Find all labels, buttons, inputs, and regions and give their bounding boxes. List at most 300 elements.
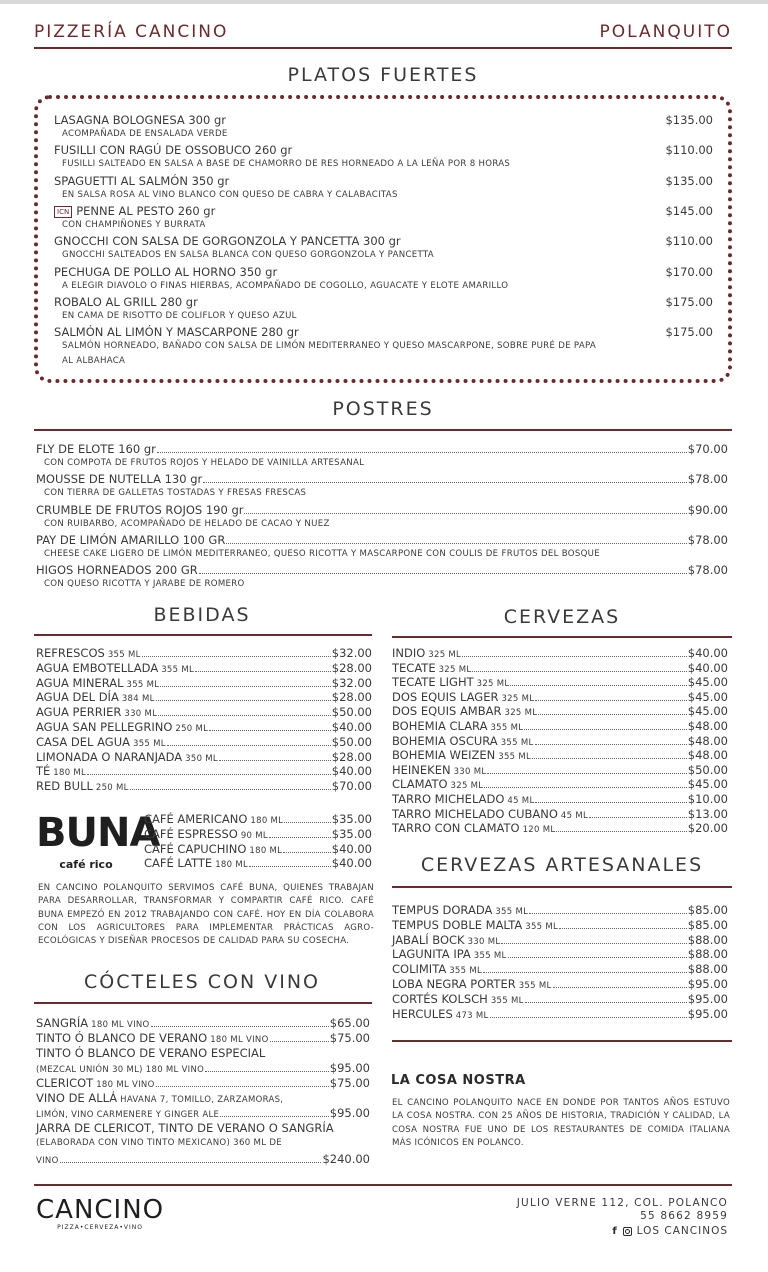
dish-price: $135.00	[665, 113, 713, 127]
beer-row	[392, 821, 728, 835]
dessert-description: CON COMPOTA DE FRUTOS ROJOS Y HELADO DE VAINILLA ARTESANAL	[44, 458, 365, 468]
beer-row-name	[392, 646, 461, 660]
beer-row	[392, 734, 728, 748]
craft-beer-row	[392, 903, 728, 917]
dot-leader	[219, 760, 331, 761]
beer-row-label: DOS EQUIS AMBAR	[392, 704, 502, 719]
dish-description: AL ALBAHACA	[62, 356, 126, 367]
drink-row-price: $32.00	[331, 646, 372, 660]
drink-row-label: AGUA SAN PELLEGRINO	[36, 720, 173, 734]
craft-beer-row-price: $85.00	[687, 903, 728, 917]
beer-row-price: $48.00	[687, 748, 728, 763]
dessert-row	[36, 533, 728, 547]
dish-description: A ELEGIR DIAVOLO O FINAS HIERBAS, ACOMPAÑADO DE COGOLLO, AGUACATE Y ELOTE AMARILLO	[62, 280, 509, 291]
beer-row-size: 325 ML	[425, 650, 462, 660]
drink-row-label: TÉ	[36, 764, 51, 779]
craft-beer-row	[392, 947, 728, 961]
drink-row-price: $40.00	[331, 720, 372, 734]
drink-row	[36, 764, 372, 778]
craft-beer-row-label: TEMPUS DOBLE MALTA	[392, 917, 523, 932]
dessert-price: $78.00	[687, 563, 728, 578]
drink-row-price: $50.00	[331, 705, 372, 720]
dot-leader	[156, 1086, 329, 1087]
cervezas-title: CERVEZAS	[503, 606, 621, 628]
coffee-row	[144, 856, 372, 870]
beer-row-size: 325 ML	[447, 781, 484, 792]
dish-description: ACOMPAÑADA DE ENSALADA VERDE	[62, 129, 228, 139]
drink-row-name	[36, 735, 166, 749]
dish-price: $110.00	[665, 143, 713, 158]
social-handle[interactable]: LOS CANCINOS	[636, 1225, 728, 1237]
dish-price: $110.00	[665, 234, 713, 249]
craft-beer-row-price: $95.00	[687, 977, 728, 991]
buna-description: EN CANCINO POLANQUITO SERVIMOS CAFÉ BUNA, QUIENES TRABAJAN PARA DESARROLLAR, TRANSFORMAR Y COMPARTIR CAFÉ RICO. CAFÉ BUNA EMPEZÓ EN 2012 TRABAJANDO CON CAFÉ. HOY EN DÍA COLABORA CON LOS AGRICULTORES PARA IMPLEMENTAR PRÁCTICAS AGRO-ECOLÓGICAS Y DISEÑAR PROCESOS DE CALIDAD PARA SU COSECHA.	[38, 883, 374, 947]
beer-row-size: 325 ML	[435, 664, 472, 675]
beer-row-price: $10.00	[687, 792, 728, 806]
cocktail-detail: LIMÓN, VINO CARMENERE Y GINGER ALE	[36, 1110, 220, 1120]
cocktail-price: $65.00	[329, 1016, 370, 1030]
craft-beer-row	[392, 933, 728, 947]
cocktail-row	[36, 1031, 370, 1045]
coffee-row-name	[144, 842, 282, 856]
cocktail-name: VINO DE ALLÁ	[36, 1091, 118, 1105]
craft-beer-row-name	[392, 1007, 489, 1021]
beer-row-price: $48.00	[687, 719, 728, 733]
craft-beer-row-label: HERCULES	[392, 1006, 453, 1021]
cocteles-divider	[34, 1002, 372, 1004]
beer-row-name	[392, 763, 486, 777]
bebidas-divider	[34, 634, 372, 636]
drink-row-size: 250 ML	[172, 724, 209, 734]
dish-name	[54, 143, 292, 157]
beer-row-size: 120 ML	[519, 825, 556, 836]
beer-row-size: 355 ML	[497, 737, 534, 748]
dot-leader	[199, 573, 687, 574]
drink-row-size: 355 ML	[129, 738, 166, 749]
craft-beer-row-name	[392, 992, 524, 1006]
dish-description: FUSILLI SALTEADO EN SALSA A BASE DE CHAMORRO DE RES HORNEADO A LA LEÑA POR 8 HORAS	[62, 159, 511, 170]
craft-beer-row-size: 473 ML	[452, 1010, 489, 1021]
beer-row-price: $45.00	[687, 675, 728, 690]
craft-beer-row-label: JABALÍ BOCK	[392, 932, 465, 947]
dish-name-text: SALMÓN AL LIMÓN Y MASCARPONE 280 gr	[54, 325, 299, 340]
drink-row-label: LIMONADA O NARANJADA	[36, 749, 183, 764]
dish-name-text: GNOCCHI CON SALSA DE GORGONZOLA Y PANCETTA 300 gr	[54, 234, 401, 249]
craft-beer-row-size: 355 ML	[446, 966, 483, 977]
drink-row-price: $28.00	[331, 690, 372, 705]
dot-leader	[462, 656, 687, 657]
cocktail-label	[36, 1091, 283, 1105]
drink-row-name	[36, 705, 157, 719]
craft-beer-row-size: 355 ML	[470, 951, 507, 962]
postres-divider	[34, 429, 732, 431]
dessert-description: CON QUESO RICOTTA Y JARABE DE ROMERO	[44, 579, 245, 590]
coffee-row-name	[144, 812, 283, 826]
drink-row	[36, 750, 372, 764]
dish-name-text: PECHUGA DE POLLO AL HORNO 350 gr	[54, 264, 278, 279]
dessert-row	[36, 563, 728, 577]
craft-beer-row-label: CORTÉS KOLSCH	[392, 991, 488, 1006]
drink-row-name	[36, 690, 155, 704]
dish-price: $135.00	[665, 173, 713, 188]
craft-beer-row	[392, 992, 728, 1006]
cocktail-name: SANGRÍA	[36, 1016, 89, 1030]
craft-beer-row-name	[392, 903, 528, 917]
drink-row-name	[36, 676, 159, 690]
dot-leader	[553, 987, 687, 988]
cocktail-size: 180 ML VINO	[207, 1035, 269, 1045]
dessert-price: $90.00	[687, 502, 728, 517]
coffee-row-size: 180 ML	[212, 860, 249, 871]
dot-leader	[472, 671, 686, 672]
dish-description: CON CHAMPIÑONES Y BURRATA	[62, 219, 206, 230]
branch-name: POLANQUITO	[599, 22, 732, 42]
bebidas-title: BEBIDAS	[153, 604, 251, 626]
cocktail-row	[36, 1061, 370, 1075]
dot-leader	[284, 822, 331, 823]
coffee-row-size: 180 ML	[246, 845, 283, 856]
dish-price: $175.00	[665, 325, 713, 340]
dot-leader	[87, 774, 331, 775]
drink-row-price: $70.00	[331, 779, 372, 794]
cocktail-price: $75.00	[329, 1076, 370, 1090]
dessert-name: FLY DE ELOTE 160 gr	[36, 442, 156, 456]
beer-row-label: TECATE LIGHT	[392, 675, 474, 690]
drink-row-size: 350 ML	[182, 753, 218, 764]
beer-row-size: 325 ML	[473, 679, 510, 690]
drink-row-size: 355 ML	[123, 679, 160, 690]
drink-row	[36, 676, 372, 690]
beer-row-price: $45.00	[687, 704, 728, 719]
coffee-row-price: $35.00	[331, 826, 372, 841]
drink-row-name	[36, 764, 86, 778]
drink-row-size: 384 ML	[118, 694, 155, 705]
drink-row	[36, 661, 372, 675]
drink-row-size: 355 ML	[104, 650, 141, 660]
drink-row-price: $28.00	[331, 660, 372, 675]
cancino-logo	[36, 1196, 164, 1231]
beer-row	[392, 807, 728, 821]
cocktail-label	[36, 1016, 150, 1030]
dish-name	[54, 234, 401, 248]
beer-row	[392, 748, 728, 762]
dot-leader	[158, 715, 331, 716]
cocktail-row	[36, 1016, 370, 1030]
craft-beer-row-name	[392, 947, 507, 961]
artesanales-divider	[392, 886, 732, 888]
dessert-name: HIGOS HORNEADOS 200 GR	[36, 563, 198, 578]
craft-beer-row-price: $85.00	[687, 917, 728, 932]
instagram-icon[interactable]	[623, 1227, 632, 1236]
dot-leader	[195, 671, 331, 672]
craft-beer-row-price: $88.00	[687, 962, 728, 977]
dish-price: $170.00	[665, 264, 713, 279]
drink-row-price: $50.00	[331, 734, 372, 749]
craft-beer-row	[392, 1007, 728, 1021]
craft-beer-row	[392, 962, 728, 976]
beer-row	[392, 719, 728, 733]
dish-price: $145.00	[665, 203, 713, 218]
dot-leader	[556, 831, 686, 832]
dot-leader	[529, 913, 687, 914]
craft-beer-row	[392, 918, 728, 932]
cervezas-divider	[392, 636, 732, 638]
cocktail-label	[36, 1061, 204, 1075]
dot-leader	[484, 787, 686, 788]
beer-row-size: 45 ML	[557, 810, 588, 821]
dot-leader	[156, 700, 331, 701]
dish-name	[54, 204, 215, 218]
cocktail-name: TINTO Ó BLANCO DE VERANO ESPECIAL	[36, 1046, 266, 1060]
dessert-row	[36, 472, 728, 486]
beer-row-label: DOS EQUIS LAGER	[392, 689, 499, 704]
cocktail-label	[36, 1106, 219, 1120]
beer-row	[392, 792, 728, 806]
dot-leader	[157, 452, 687, 453]
cosa-description: EL CANCINO POLANQUITO NACE EN DONDE POR TANTOS AÑOS ESTUVO LA COSA NOSTRA. CON 25 AÑOS DE HISTORIA, TRADICIÓN Y CALIDAD, LA COSA NOSTRA FUE UNO DE LOS RESTAURANTES DE COMIDA ITALIANA MÁS ICÓNICOS EN POLANCO.	[392, 1098, 730, 1148]
drink-row-name	[36, 720, 208, 734]
coffee-row-label: CAFÉ CAPUCHINO	[144, 841, 247, 856]
dish-description: GNOCCHI SALTEADOS EN SALSA BLANCA CON QUESO GORGONZOLA Y PANCETTA	[62, 250, 434, 261]
beer-row-name	[392, 777, 483, 791]
beer-row-price: $13.00	[687, 806, 728, 821]
cocktail-detail: (ELABORADA CON VINO TINTO MEXICANO) 360 ML DE	[36, 1138, 282, 1148]
dot-leader	[559, 928, 687, 929]
craft-beer-row-name	[392, 918, 558, 932]
dot-leader	[209, 730, 331, 731]
cocktail-size: 180 ML VINO	[93, 1080, 155, 1090]
dot-leader	[151, 1026, 329, 1027]
beer-row-label: CLAMATO	[392, 777, 448, 792]
brand-name: PIZZERÍA CANCINO	[34, 22, 229, 42]
craft-beer-row-label: TEMPUS DORADA	[392, 903, 493, 917]
cocktail-row	[36, 1091, 370, 1105]
platos-title: PLATOS FUERTES	[287, 64, 479, 86]
address: JULIO VERNE 112, COL. POLANCO	[516, 1197, 728, 1209]
cocktail-label	[36, 1031, 269, 1045]
craft-beer-row-name	[392, 933, 500, 947]
beer-row-size: 45 ML	[504, 796, 535, 806]
craft-beer-row-price: $95.00	[687, 1006, 728, 1021]
dish-name-text: FUSILLI CON RAGÚ DE OSSOBUCO 260 gr	[54, 143, 293, 158]
cocktail-detail: VINO	[36, 1156, 59, 1166]
beer-row-name	[392, 690, 534, 704]
dish-name	[54, 295, 198, 309]
cocktail-label	[36, 1076, 155, 1090]
beer-row-price: $45.00	[687, 777, 728, 792]
dot-leader	[535, 802, 686, 803]
beer-row-price: $40.00	[687, 646, 728, 660]
beer-row-size: 355 ML	[495, 752, 532, 763]
footer-divider	[34, 1184, 732, 1186]
cosa-divider	[392, 1040, 732, 1042]
beer-row-label: INDIO	[392, 646, 426, 660]
postres-title: POSTRES	[332, 398, 434, 420]
dot-leader	[60, 1162, 322, 1163]
drink-row	[36, 720, 372, 734]
beer-row-size: 325 ML	[501, 708, 538, 719]
coffee-row-price: $35.00	[331, 812, 372, 826]
beer-row-price: $20.00	[687, 821, 728, 836]
dish-name-text: SPAGUETTI AL SALMÓN 350 gr	[54, 173, 230, 188]
dot-leader	[589, 817, 687, 818]
dessert-name: CRUMBLE DE FRUTOS ROJOS 190 gr	[36, 502, 244, 517]
drink-row-label: RED BULL	[36, 779, 93, 794]
dish-description: EN CAMA DE RISOTTO DE COLIFLOR Y QUESO AZUL	[62, 310, 297, 321]
drink-row-name	[36, 750, 218, 764]
beer-row-label: HEINEKEN	[392, 762, 451, 777]
coffee-row-price: $40.00	[331, 841, 372, 856]
beer-row-name	[392, 719, 523, 733]
dot-leader	[205, 1071, 329, 1072]
cocktail-name: CLERICOT	[36, 1076, 94, 1090]
coffee-row-size: 90 ML	[237, 830, 268, 841]
cancino-logo-text: CANCINO	[36, 1195, 165, 1225]
dessert-description: CHEESE CAKE LIGERO DE LIMÓN MEDITERRANEO, QUESO RICOTTA Y MASCARPONE CON COULIS DE FRUTOS DEL BOSQUE	[44, 548, 600, 559]
craft-beer-row-label: LAGUNITA IPA	[392, 947, 471, 962]
beer-row-size: 355 ML	[487, 723, 524, 733]
drink-row-name	[36, 661, 194, 675]
dessert-price: $70.00	[687, 442, 728, 456]
coffee-row	[144, 827, 372, 841]
craft-beer-row-name	[392, 977, 552, 991]
dot-leader	[525, 1002, 687, 1003]
dot-leader	[501, 943, 686, 944]
cancino-logo-sub: PIZZA•CERVEZA•VINO	[57, 1224, 143, 1231]
coffee-row-price: $40.00	[331, 856, 372, 871]
beer-row	[392, 646, 728, 660]
dish-name-text: LASAGNA BOLOGNESA 300 gr	[54, 113, 226, 127]
cocteles-title: CÓCTELES CON VINO	[83, 971, 321, 993]
dessert-price: $78.00	[687, 532, 728, 547]
cosa-title: LA COSA NOSTRA	[391, 1073, 526, 1088]
cocktail-price: $95.00	[329, 1061, 370, 1075]
dot-leader	[269, 837, 331, 838]
beer-row	[392, 675, 728, 689]
dot-leader	[270, 1041, 329, 1042]
drink-row-size: 330 ML	[121, 709, 158, 720]
beer-row-size: 325 ML	[498, 693, 535, 704]
drink-row-size: 250 ML	[92, 783, 129, 794]
beer-row-label: BOHEMIA OSCURA	[392, 733, 498, 748]
phone: 55 8662 8959	[640, 1210, 728, 1222]
dot-leader	[130, 789, 331, 790]
drink-row-label: REFRESCOS	[36, 646, 105, 660]
drink-row	[36, 705, 372, 719]
buna-logo	[36, 810, 160, 871]
dish-name-text: PENNE AL PESTO 260 gr	[76, 203, 216, 218]
drink-row-name	[36, 646, 141, 660]
dessert-row	[36, 503, 728, 517]
dot-leader	[244, 513, 686, 514]
beer-row-label: TECATE	[392, 660, 436, 675]
beer-row	[392, 690, 728, 704]
buna-logo-text: BUNA	[36, 810, 160, 856]
beer-row-name	[392, 661, 471, 675]
dessert-description: CON RUIBARBO, ACOMPAÑADO DE HELADO DE CACAO Y NUEZ	[44, 518, 330, 529]
beer-row-name	[392, 704, 537, 718]
dot-leader	[487, 773, 686, 774]
beer-row-price: $40.00	[687, 660, 728, 675]
craft-beer-row-name	[392, 962, 482, 976]
cocktail-row	[36, 1106, 370, 1120]
drink-row-price: $40.00	[331, 764, 372, 779]
dot-leader	[226, 543, 686, 544]
dessert-row	[36, 442, 728, 456]
beer-row-price: $50.00	[687, 762, 728, 777]
dot-leader	[249, 866, 331, 867]
cocktail-name: JARRA DE CLERICOT, TINTO DE VERANO O SANGRÍA	[36, 1121, 334, 1135]
cocktail-row	[36, 1076, 370, 1090]
dot-leader	[510, 685, 686, 686]
craft-beer-row-price: $95.00	[687, 991, 728, 1006]
dish-description: EN SALSA ROSA AL VINO BLANCO CON QUESO DE CABRA Y CALABACITAS	[62, 189, 398, 200]
dish-description: SALMÓN HORNEADO, BAÑADO CON SALSA DE LIMÓN MEDITERRANEO Y QUESO MASCARPONE, SOBRE PURÉ DE PAPA	[62, 341, 597, 352]
beer-row-label: TARRO MICHELADO CUBANO	[392, 806, 558, 821]
buna-tagline: café rico	[59, 858, 113, 871]
drink-row	[36, 690, 372, 704]
craft-beer-row-size: 355 ML	[522, 921, 559, 932]
dessert-name: MOUSSE DE NUTELLA 130 gr	[36, 472, 203, 487]
beer-row-name	[392, 748, 531, 762]
beer-row-price: $45.00	[687, 689, 728, 704]
cocktail-price: $95.00	[329, 1106, 370, 1120]
drink-row	[36, 646, 372, 660]
drink-row	[36, 779, 372, 793]
drink-row-price: $32.00	[331, 675, 372, 690]
dot-leader	[535, 744, 687, 745]
dot-leader	[532, 758, 687, 759]
craft-beer-row-size: 330 ML	[464, 936, 501, 947]
craft-beer-row-size: 355 ML	[492, 907, 529, 917]
coffee-row-name	[144, 856, 248, 870]
dot-leader	[203, 482, 687, 483]
coffee-row-label: CAFÉ AMERICANO	[144, 812, 248, 826]
drink-row-label: AGUA MINERAL	[36, 675, 124, 690]
dish-name	[54, 174, 229, 188]
coffee-row-label: CAFÉ LATTE	[144, 856, 213, 871]
cocktail-price: $240.00	[322, 1152, 370, 1166]
craft-beer-row-label: COLIMITA	[392, 962, 447, 977]
dish-name	[54, 325, 299, 339]
beer-row-label: BOHEMIA WEIZEN	[392, 748, 496, 763]
facebook-icon[interactable]: f	[612, 1225, 618, 1237]
dot-leader	[283, 852, 331, 853]
drink-row-size: 180 ML	[50, 768, 87, 779]
craft-beer-row-label: LOBA NEGRA PORTER	[392, 977, 516, 991]
coffee-row	[144, 812, 372, 826]
dot-leader	[524, 729, 686, 730]
cocktail-detail: (MEZCAL UNIÓN 30 ML) 180 ML VINO	[36, 1065, 205, 1075]
beer-row-name	[392, 807, 588, 821]
coffee-row-size: 180 ML	[247, 816, 284, 826]
dot-leader	[490, 1017, 687, 1018]
coffee-row-label: CAFÉ ESPRESSO	[144, 826, 238, 841]
drink-row-name	[36, 779, 129, 793]
drink-row-size: 355 ML	[158, 664, 195, 675]
dot-leader	[160, 686, 330, 687]
cocktail-row	[36, 1152, 370, 1166]
dish-name	[54, 113, 226, 127]
dot-leader	[508, 957, 687, 958]
cocktail-size: 180 ML VINO	[88, 1020, 150, 1030]
dessert-name: PAY DE LIMÓN AMARILLO 100 GR	[36, 532, 226, 547]
beer-row	[392, 777, 728, 791]
beer-row-price: $48.00	[687, 733, 728, 748]
coffee-row-name	[144, 827, 268, 841]
header-divider	[34, 47, 732, 49]
drink-row-label: CASA DEL AGUA	[36, 734, 130, 749]
